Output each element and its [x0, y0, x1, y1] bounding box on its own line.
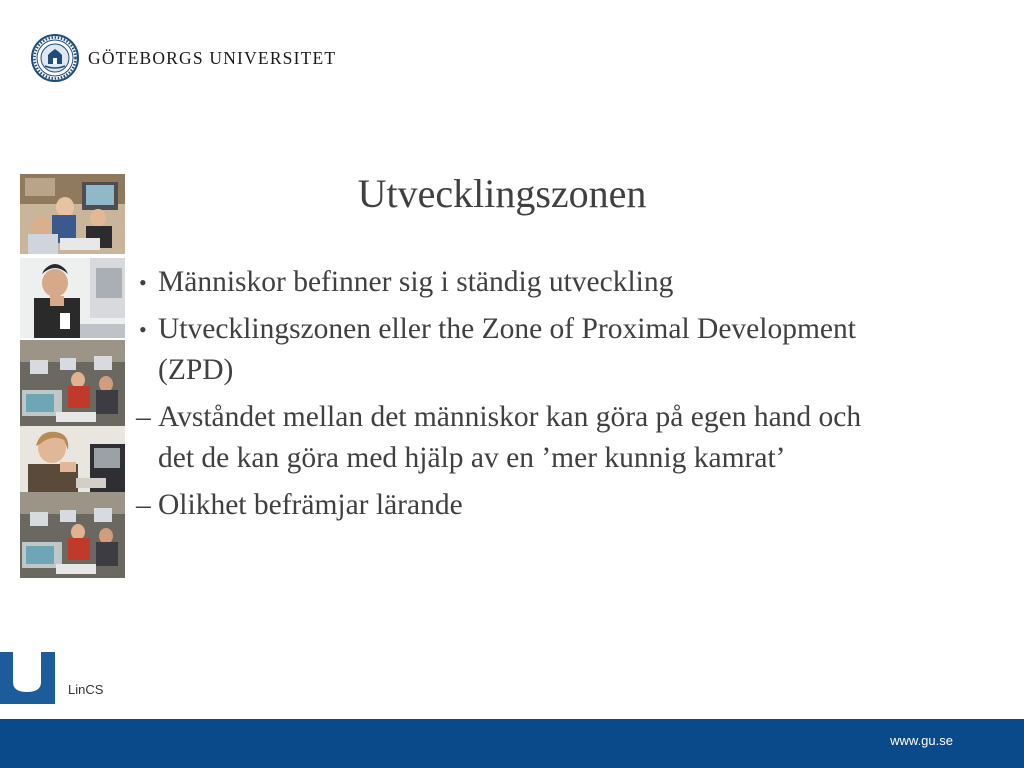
dash-marker: – [136, 401, 151, 433]
photo-classroom-computers [20, 340, 125, 426]
lincs-logo-icon [0, 652, 55, 704]
university-name: GÖTEBORGS UNIVERSITET [88, 47, 337, 68]
university-seal-icon [31, 34, 79, 82]
sub-bullet-item [137, 485, 877, 526]
lincs-label: LinCS [68, 682, 104, 697]
bullet-item [137, 309, 877, 391]
dash-marker: – [136, 489, 151, 521]
side-photo-strip [20, 174, 125, 578]
bullet-item [137, 262, 877, 303]
sub-bullet-item [137, 397, 877, 479]
slide-title: Utvecklingszonen [357, 171, 647, 216]
bullet-text: Avståndet mellan det människor kan göra på egen hand och det de kan göra med hjälp av en ’mer kunnig kamrat’ [158, 401, 862, 474]
photo-classroom-computers-2 [20, 492, 125, 578]
bullet-marker: • [139, 317, 147, 342]
slide-content [137, 262, 877, 532]
website-link[interactable]: www.gu.se [890, 733, 953, 748]
photo-man-at-computer [20, 258, 125, 338]
bullet-text: Utvecklingszonen eller the Zone of Proximal Development (ZPD) [158, 313, 856, 386]
bullet-text: Människor befinner sig i ständig utveckling [158, 266, 674, 298]
bullet-text: Olikhet befrämjar lärande [158, 489, 463, 521]
photo-woman-at-desk [20, 426, 125, 492]
university-header [31, 33, 336, 83]
footer-bar [0, 719, 1024, 768]
bullet-marker: • [139, 270, 147, 295]
